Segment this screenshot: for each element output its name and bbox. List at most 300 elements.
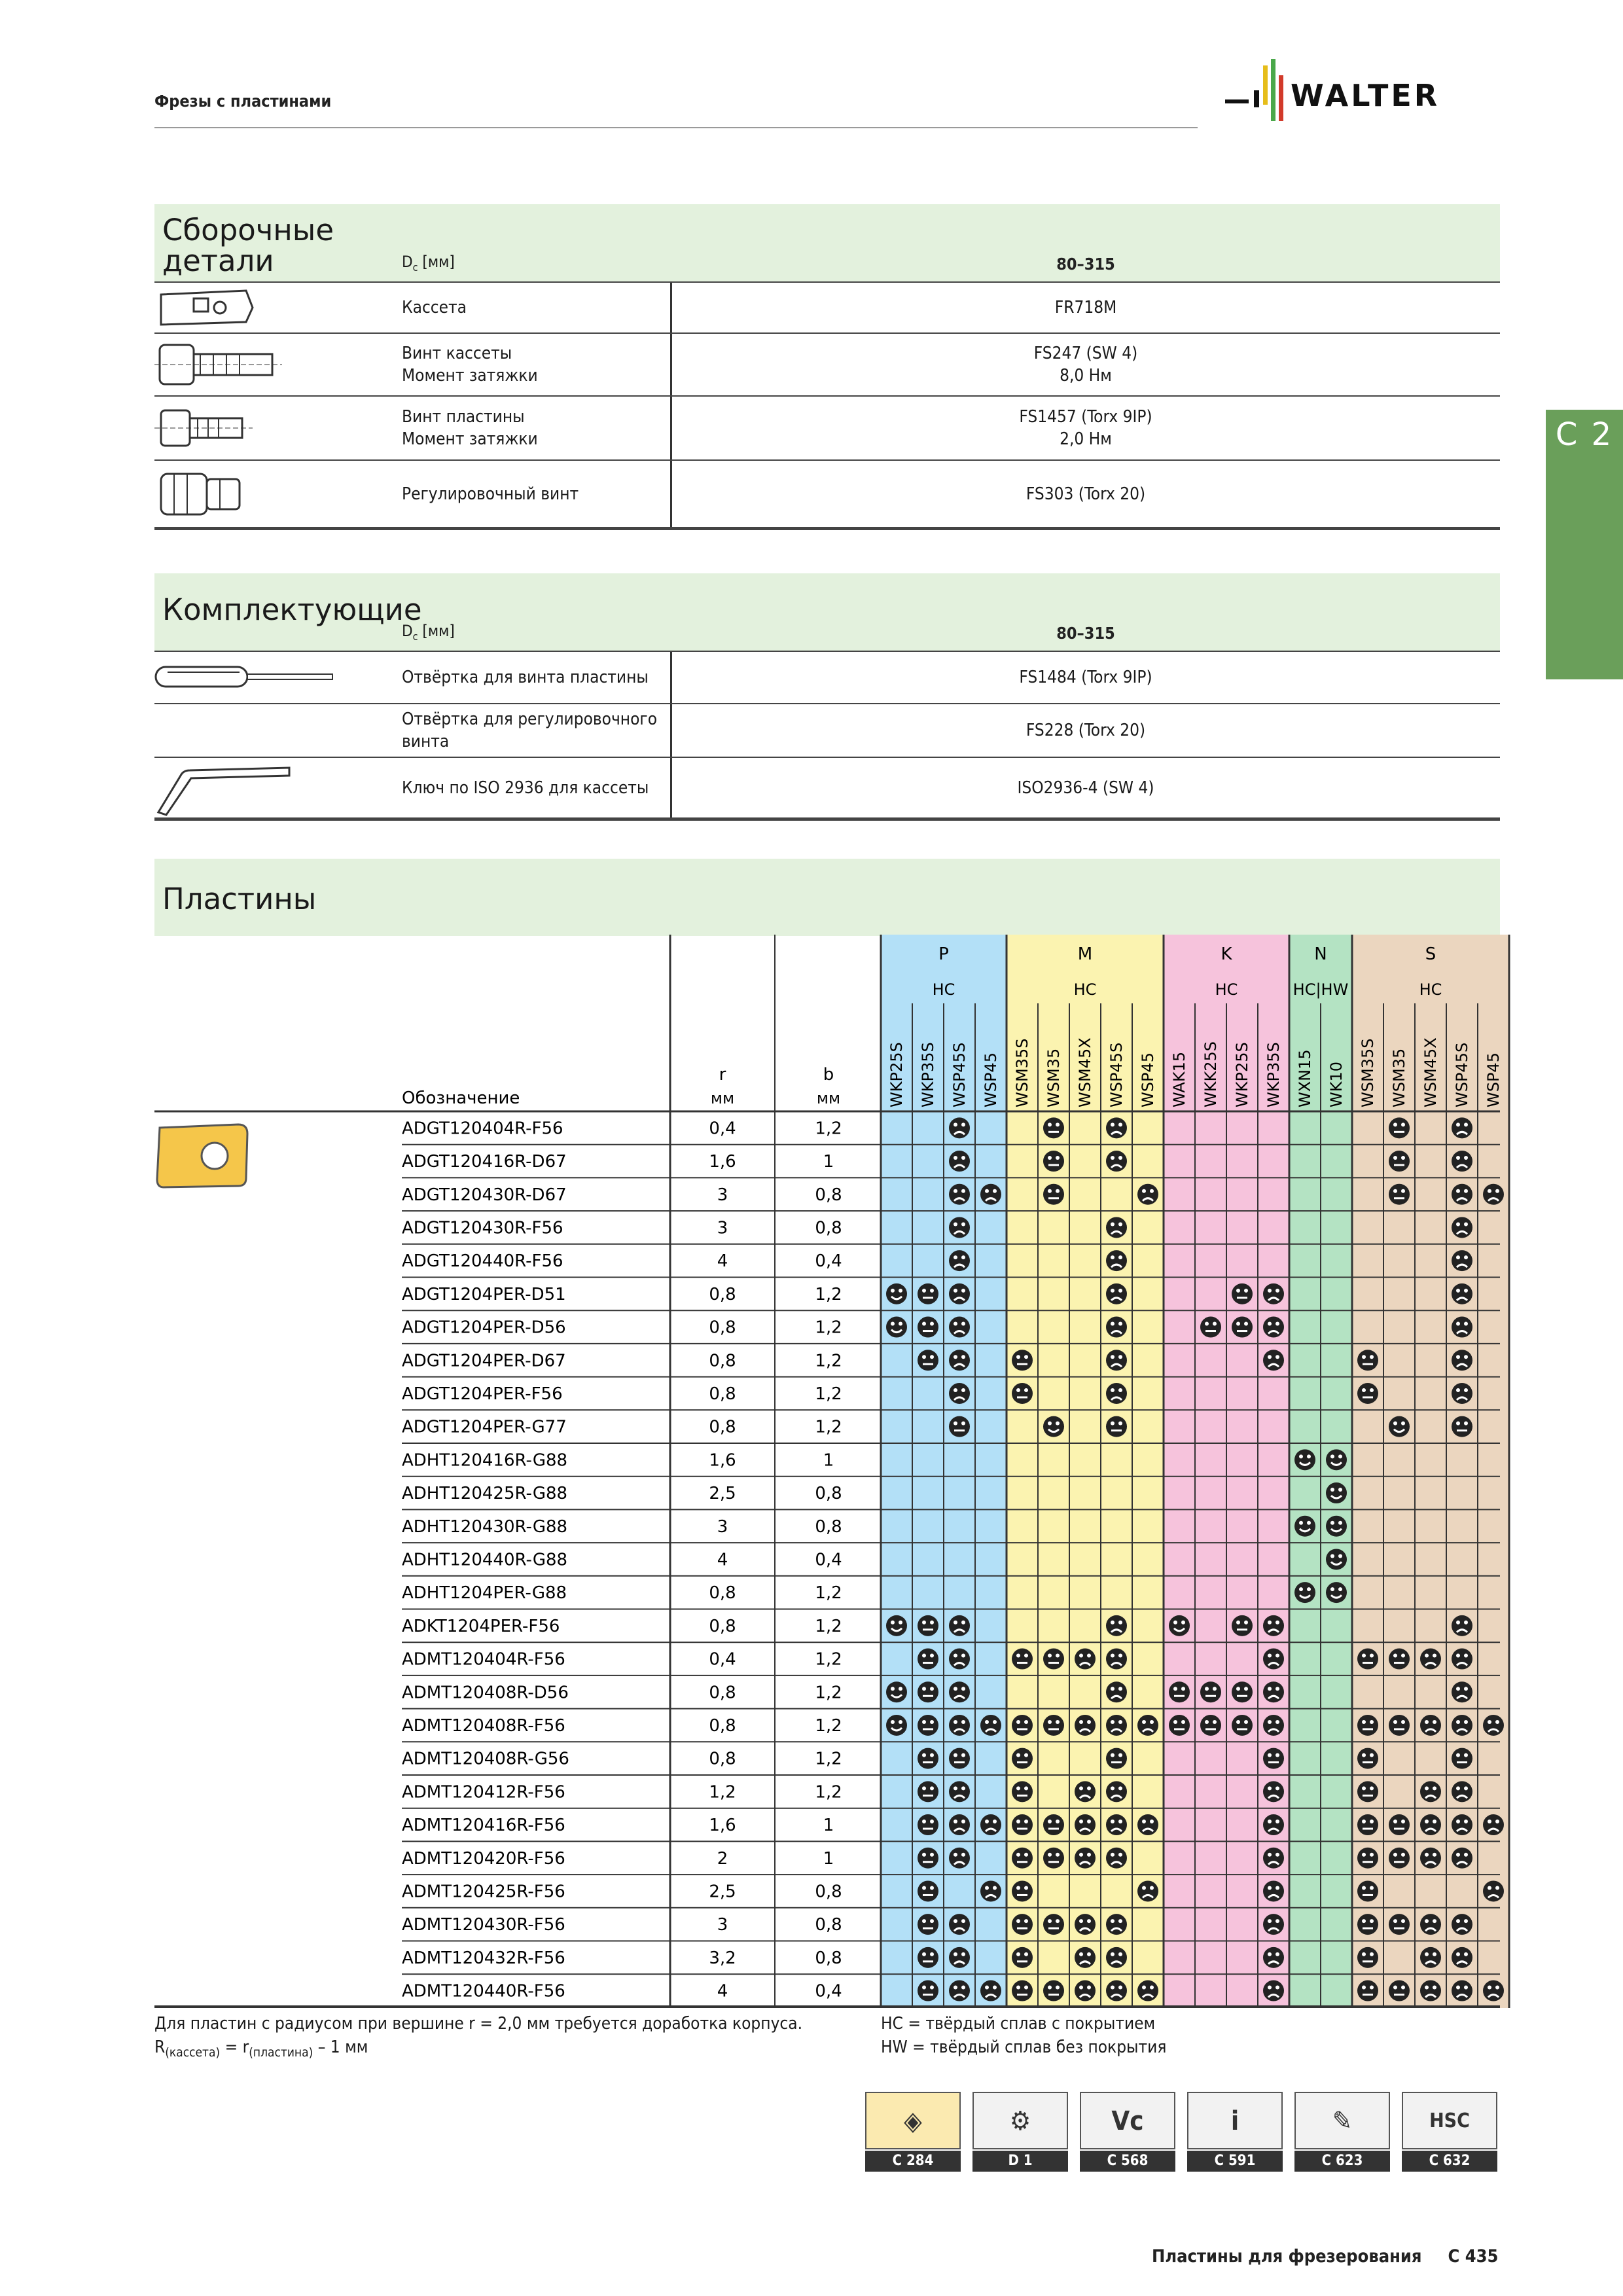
suitability-limited-icon: [980, 1880, 1001, 1901]
insert-r: 2: [717, 1848, 728, 1869]
insert-b: 0,8: [815, 1185, 842, 1205]
suitability-limited-icon: [949, 1814, 970, 1835]
insert-designation: ADKT1204PER-F56: [402, 1616, 560, 1636]
suitability-normal-icon: [1357, 1814, 1378, 1835]
group-label: P: [938, 944, 949, 964]
suitability-limited-icon: [980, 1715, 1001, 1736]
suitability-limited-icon: [1106, 1814, 1127, 1835]
ref-page-label[interactable]: C 568: [1080, 2151, 1175, 2172]
dc-label: $D_c$ [мм]: [402, 253, 455, 274]
suitability-limited-icon: [949, 1250, 970, 1271]
suitability-normal-icon: [1012, 1781, 1033, 1802]
grade-label: WSM35S: [1013, 1038, 1031, 1107]
insert-designation: ADGT120404R-F56: [402, 1119, 563, 1139]
suitability-normal-icon: [1200, 1317, 1221, 1338]
legend-notes: [154, 2012, 802, 2064]
assembly-title: Сборочные детали: [162, 213, 334, 278]
suitability-good-icon: [1326, 1582, 1347, 1603]
insert-b: 1,2: [815, 1284, 842, 1304]
insert-b: 1,2: [815, 1782, 842, 1803]
suitability-normal-icon: [1389, 1184, 1410, 1205]
insert-designation: ADMT120416R-F56: [402, 1816, 565, 1836]
suitability-normal-icon: [1043, 1848, 1064, 1869]
assembly-section: [154, 204, 1500, 530]
insert-r: 1,6: [709, 1816, 736, 1836]
suitability-limited-icon: [1263, 1914, 1284, 1935]
dc-label: $D_c$ [мм]: [402, 622, 455, 643]
suitability-good-icon: [1294, 1516, 1315, 1537]
suitability-normal-icon: [1012, 1947, 1033, 1968]
accessories-row: [154, 651, 1500, 704]
accessories-row: [154, 758, 1500, 821]
insert-r: 0,8: [709, 1351, 736, 1371]
suitability-limited-icon: [1420, 1649, 1441, 1670]
col-b-unit: мм: [816, 1089, 841, 1107]
suitability-good-icon: [1043, 1416, 1064, 1437]
footer-title: Пластины для фрезерования: [1152, 2246, 1422, 2267]
suitability-limited-icon: [1483, 1184, 1504, 1205]
suitability-limited-icon: [1106, 1317, 1127, 1338]
walter-logo: [1225, 59, 1500, 131]
suitability-normal-icon: [1357, 1848, 1378, 1869]
suitability-limited-icon: [1137, 1715, 1158, 1736]
insert-designation: ADGT1204PER-G77: [402, 1417, 567, 1437]
suitability-limited-icon: [1420, 1947, 1441, 1968]
suitability-limited-icon: [1075, 1947, 1096, 1968]
suitability-normal-icon: [1232, 1715, 1253, 1736]
suitability-good-icon: [1169, 1615, 1190, 1636]
insert-r: 0,8: [709, 1318, 736, 1338]
insert-r: 1,6: [709, 1450, 736, 1471]
grade-label: WKP25S: [887, 1042, 906, 1107]
hsc-ref-icon[interactable]: HSC: [1402, 2092, 1497, 2149]
suitability-limited-icon: [1263, 1715, 1284, 1736]
suitability-limited-icon: [1452, 1947, 1472, 1968]
legend-hw: HW = твёрдый сплав без покрытия: [881, 2037, 1167, 2057]
suitability-normal-icon: [949, 1748, 970, 1769]
suitability-limited-icon: [1137, 1880, 1158, 1901]
header-rule: [154, 127, 1198, 128]
suitability-good-icon: [886, 1615, 907, 1636]
suitability-normal-icon: [1232, 1283, 1253, 1304]
suitability-limited-icon: [1420, 1814, 1441, 1835]
insert-r: 0,4: [709, 1649, 736, 1670]
group-coating: HC: [1215, 980, 1238, 999]
suitability-limited-icon: [1452, 1250, 1472, 1271]
insert-b: 1: [823, 1450, 834, 1471]
suitability-limited-icon: [1452, 1217, 1472, 1238]
suitability-normal-icon: [1357, 1914, 1378, 1935]
suitability-limited-icon: [1420, 1848, 1441, 1869]
suitability-limited-icon: [1420, 1781, 1441, 1802]
insert-b: 1: [823, 1152, 834, 1172]
suitability-limited-icon: [1452, 1117, 1472, 1138]
suitability-limited-icon: [1106, 1250, 1127, 1271]
suitability-normal-icon: [1389, 1715, 1410, 1736]
insert-r: 0,8: [709, 1683, 736, 1703]
grade-label: WSP45S: [1107, 1042, 1126, 1107]
suitability-normal-icon: [1389, 1814, 1410, 1835]
hex-key-icon: [154, 758, 259, 817]
suitability-limited-icon: [1106, 1383, 1127, 1404]
suitability-good-icon: [886, 1283, 907, 1304]
suitability-normal-icon: [1043, 1715, 1064, 1736]
assembly-value: FR718M: [1054, 298, 1117, 317]
suitability-normal-icon: [1043, 1914, 1064, 1935]
suitability-normal-icon: [1169, 1715, 1190, 1736]
suitability-limited-icon: [949, 1981, 970, 2001]
suitability-limited-icon: [949, 1117, 970, 1138]
insert-r: 4: [717, 1981, 728, 2001]
suitability-normal-icon: [1357, 1981, 1378, 2001]
insert-b: 0,8: [815, 1516, 842, 1537]
suitability-normal-icon: [1357, 1715, 1378, 1736]
suitability-limited-icon: [1106, 1217, 1127, 1238]
suitability-limited-icon: [949, 1184, 970, 1205]
insert-r: 0,8: [709, 1417, 736, 1437]
grade-label: WSM45X: [1421, 1037, 1440, 1107]
legend-hc: HC = твёрдый сплав с покрытием: [881, 2014, 1156, 2034]
col-b: b: [823, 1065, 834, 1085]
suitability-good-icon: [1326, 1449, 1347, 1470]
insert-designation: ADMT120408R-D56: [402, 1683, 569, 1703]
suitability-normal-icon: [1357, 1880, 1378, 1901]
suitability-limited-icon: [1420, 1914, 1441, 1935]
suitability-limited-icon: [949, 1781, 970, 1802]
suitability-normal-icon: [1357, 1383, 1378, 1404]
assembly-label: Винт кассеты Момент затяжки: [402, 344, 538, 386]
suitability-good-icon: [1294, 1582, 1315, 1603]
suitability-normal-icon: [1389, 1649, 1410, 1670]
insert-designation: ADHT1204PER-G88: [402, 1583, 567, 1604]
insert-b: 0,8: [815, 1948, 842, 1968]
ref-page-label[interactable]: C 632: [1402, 2151, 1497, 2172]
suitability-limited-icon: [1075, 1814, 1096, 1835]
insert-designation: ADGT1204PER-D51: [402, 1284, 566, 1304]
suitability-normal-icon: [1012, 1715, 1033, 1736]
assembly-value: FS247 (SW 4) 8,0 Нм: [1033, 344, 1138, 386]
suitability-good-icon: [1389, 1416, 1410, 1437]
insert-designation: ADMT120404R-F56: [402, 1649, 565, 1670]
suitability-normal-icon: [1012, 1814, 1033, 1835]
suitability-normal-icon: [1232, 1317, 1253, 1338]
insert-b: 0,8: [815, 1882, 842, 1902]
assembly-row: [154, 281, 1500, 334]
suitability-limited-icon: [1075, 1715, 1096, 1736]
suitability-normal-icon: [1012, 1383, 1033, 1404]
insert-designation: ADMT120425R-F56: [402, 1882, 565, 1902]
ref-page-label[interactable]: C 284: [865, 2151, 961, 2172]
insert-r: 3: [717, 1516, 728, 1537]
suitability-limited-icon: [1106, 1914, 1127, 1935]
assembly-value: FS303 (Torx 20): [1026, 484, 1146, 504]
suitability-limited-icon: [1263, 1649, 1284, 1670]
suitability-limited-icon: [1452, 1715, 1472, 1736]
suitability-normal-icon: [1200, 1715, 1221, 1736]
suitability-normal-icon: [1012, 1848, 1033, 1869]
insert-b: 1,2: [815, 1318, 842, 1338]
suitability-normal-icon: [1389, 1151, 1410, 1172]
suitability-normal-icon: [918, 1681, 938, 1702]
suitability-limited-icon: [949, 1317, 970, 1338]
suitability-normal-icon: [918, 1649, 938, 1670]
dc-value: 80–315: [1056, 624, 1115, 643]
insert-r: 4: [717, 1251, 728, 1272]
insert-designation: ADMT120430R-F56: [402, 1915, 565, 1935]
suitability-limited-icon: [1452, 1283, 1472, 1304]
ref-page-label[interactable]: D 1: [972, 2151, 1068, 2172]
suitability-normal-icon: [918, 1814, 938, 1835]
suitability-good-icon: [886, 1715, 907, 1736]
insert-designation: ADMT120420R-F56: [402, 1848, 565, 1869]
adjusting-screw-icon: [154, 461, 259, 527]
insert-designation: ADMT120408R-F56: [402, 1715, 565, 1736]
suitability-limited-icon: [1263, 1615, 1284, 1636]
suitability-normal-icon: [1106, 1748, 1127, 1769]
assembly-label: Регулировочный винт: [402, 484, 579, 504]
suitability-limited-icon: [1483, 1814, 1504, 1835]
suitability-limited-icon: [1483, 1715, 1504, 1736]
insert-ref-icon[interactable]: ◈: [865, 2092, 961, 2149]
suitability-limited-icon: [949, 1615, 970, 1636]
accessories-section: [154, 573, 1500, 821]
suitability-normal-icon: [1012, 1350, 1033, 1371]
suitability-limited-icon: [1452, 1151, 1472, 1172]
suitability-limited-icon: [1263, 1681, 1284, 1702]
suitability-normal-icon: [918, 1748, 938, 1769]
insert-r: 0,4: [709, 1119, 736, 1139]
suitability-limited-icon: [949, 1914, 970, 1935]
insert-r: 0,8: [709, 1384, 736, 1404]
suitability-normal-icon: [918, 1615, 938, 1636]
accessories-label: Отвёртка для регулировочного винта: [402, 709, 658, 751]
suitability-normal-icon: [1043, 1814, 1064, 1835]
suitability-limited-icon: [1263, 1317, 1284, 1338]
insert-b: 1: [823, 1848, 834, 1869]
grade-label: WSP45S: [1453, 1042, 1471, 1107]
assembly-header: [154, 204, 1500, 281]
group-coating: HC: [1419, 980, 1442, 999]
insert-r: 1,6: [709, 1152, 736, 1172]
suitability-limited-icon: [949, 1848, 970, 1869]
col-designation: Обозначение: [402, 1088, 520, 1108]
suitability-limited-icon: [1106, 1947, 1127, 1968]
suitability-limited-icon: [1106, 1715, 1127, 1736]
suitability-limited-icon: [1452, 1649, 1472, 1670]
assembly-value: FS1457 (Torx 9IP) 2,0 Нм: [1019, 407, 1152, 449]
accessories-value: FS1484 (Torx 9IP): [1019, 668, 1152, 687]
suitability-normal-icon: [1389, 1981, 1410, 2001]
insert-designation: ADMT120412R-F56: [402, 1782, 565, 1803]
suitability-normal-icon: [918, 1880, 938, 1901]
suitability-normal-icon: [918, 1350, 938, 1371]
suitability-limited-icon: [949, 1947, 970, 1968]
insert-b: 1,2: [815, 1351, 842, 1371]
insert-b: 1,2: [815, 1417, 842, 1437]
suitability-limited-icon: [949, 1681, 970, 1702]
insert-designation: ADGT120430R-D67: [402, 1185, 567, 1205]
ref-page-label[interactable]: C 623: [1294, 2151, 1390, 2172]
suitability-limited-icon: [1263, 1947, 1284, 1968]
suitability-limited-icon: [1483, 1981, 1504, 2001]
suitability-limited-icon: [1263, 1814, 1284, 1835]
grade-label: WKK25S: [1202, 1041, 1220, 1107]
insert-designation: ADMT120440R-F56: [402, 1981, 565, 2001]
suitability-normal-icon: [1263, 1748, 1284, 1769]
suitability-normal-icon: [1012, 1981, 1033, 2001]
suitability-normal-icon: [1357, 1947, 1378, 1968]
suitability-normal-icon: [1012, 1914, 1033, 1935]
insert-r: 3: [717, 1218, 728, 1238]
suitability-normal-icon: [1357, 1748, 1378, 1769]
insert-b: 1,2: [815, 1616, 842, 1636]
suitability-limited-icon: [1483, 1880, 1504, 1901]
grade-label: WAK15: [1170, 1051, 1188, 1107]
suitability-limited-icon: [1452, 1350, 1472, 1371]
suitability-limited-icon: [1452, 1383, 1472, 1404]
insert-r: 0,8: [709, 1616, 736, 1636]
ref-page-label[interactable]: C 591: [1187, 2151, 1283, 2172]
suitability-limited-icon: [949, 1151, 970, 1172]
suitability-limited-icon: [949, 1649, 970, 1670]
suitability-good-icon: [886, 1681, 907, 1702]
group-coating: HC: [932, 980, 955, 999]
accessories-row: [154, 704, 1500, 758]
grade-label: WSM45X: [1076, 1037, 1094, 1107]
cassette-screw-icon: [154, 334, 259, 395]
suitability-limited-icon: [949, 1283, 970, 1304]
suitability-good-icon: [1294, 1449, 1315, 1470]
insert-b: 0,4: [815, 1981, 842, 2001]
suitability-limited-icon: [1106, 1615, 1127, 1636]
legend-abbrev: [881, 2012, 1166, 2059]
accessories-header: [154, 573, 1500, 651]
grade-label: WXN15: [1296, 1049, 1314, 1107]
wrench-ref-icon[interactable]: ✎: [1294, 2092, 1390, 2149]
cassette-icon: [154, 283, 259, 332]
info-ref-icon[interactable]: i: [1187, 2092, 1283, 2149]
suitability-normal-icon: [918, 1317, 938, 1338]
suitability-limited-icon: [949, 1350, 970, 1371]
suitability-limited-icon: [1106, 1781, 1127, 1802]
insert-designation: ADGT120416R-D67: [402, 1152, 567, 1172]
suitability-limited-icon: [1137, 1184, 1158, 1205]
logo-text: WALTER: [1291, 78, 1440, 113]
suitability-normal-icon: [1043, 1649, 1064, 1670]
insert-designation: ADHT120440R-G88: [402, 1550, 568, 1570]
assembly-row: [154, 461, 1500, 530]
insert-designation: ADMT120432R-F56: [402, 1948, 565, 1968]
suitability-normal-icon: [1012, 1748, 1033, 1769]
suitability-limited-icon: [1106, 1981, 1127, 2001]
suitability-normal-icon: [1232, 1615, 1253, 1636]
suitability-normal-icon: [1357, 1350, 1378, 1371]
insert-designation: ADGT1204PER-D67: [402, 1351, 566, 1371]
suitability-normal-icon: [1389, 1848, 1410, 1869]
suitability-limited-icon: [1452, 1814, 1472, 1835]
insert-r: 3: [717, 1185, 728, 1205]
suitability-limited-icon: [949, 1383, 970, 1404]
suitability-normal-icon: [918, 1914, 938, 1935]
suitability-limited-icon: [1452, 1914, 1472, 1935]
grade-label: WSM35: [1044, 1048, 1063, 1107]
accessories-value: ISO2936-4 (SW 4): [1017, 778, 1154, 798]
insert-b: 1,2: [815, 1384, 842, 1404]
accessories-label: Отвёртка для винта пластины: [402, 668, 649, 687]
suitability-limited-icon: [1452, 1848, 1472, 1869]
suitability-limited-icon: [1420, 1981, 1441, 2001]
suitability-good-icon: [1326, 1549, 1347, 1570]
suitability-normal-icon: [1043, 1151, 1064, 1172]
suitability-limited-icon: [980, 1184, 1001, 1205]
suitability-limited-icon: [1075, 1649, 1096, 1670]
suitability-normal-icon: [1389, 1117, 1410, 1138]
insert-b: 1,2: [815, 1119, 842, 1139]
insert-designation: ADMT120408R-G56: [402, 1749, 569, 1769]
suitability-limited-icon: [1075, 1914, 1096, 1935]
suitability-limited-icon: [949, 1217, 970, 1238]
suitability-limited-icon: [1106, 1151, 1127, 1172]
radius-formula: $R_{(кассета)} = r_{(пластина)} - 1$ мм: [154, 2037, 368, 2060]
suitability-limited-icon: [1075, 1848, 1096, 1869]
chapter-tab[interactable]: C 2: [1546, 410, 1623, 679]
insert-screw-icon: [154, 397, 259, 459]
insert-r: 0,8: [709, 1583, 736, 1604]
vc-ref-icon[interactable]: Vc: [1080, 2092, 1175, 2149]
insert-r: 2,5: [709, 1882, 736, 1902]
header-title: Фрезы с пластинами: [154, 92, 332, 111]
col-r: r: [719, 1065, 726, 1085]
assembly-label: Винт пластины Момент затяжки: [402, 407, 538, 449]
suitability-normal-icon: [1232, 1681, 1253, 1702]
dc-value: 80–315: [1056, 255, 1115, 274]
grade-label: WSM35S: [1359, 1038, 1377, 1107]
spindle-ref-icon[interactable]: ⚙: [972, 2092, 1068, 2149]
inserts-title: Пластины: [162, 882, 317, 916]
grade-label: WKP35S: [1264, 1042, 1283, 1107]
suitability-limited-icon: [1106, 1649, 1127, 1670]
insert-designation: ADGT120430R-F56: [402, 1218, 563, 1238]
insert-r: 3: [717, 1915, 728, 1935]
grade-label: WK10: [1327, 1061, 1346, 1107]
suitability-normal-icon: [1200, 1681, 1221, 1702]
suitability-limited-icon: [1137, 1814, 1158, 1835]
suitability-limited-icon: [1106, 1117, 1127, 1138]
insert-designation: ADGT1204PER-D56: [402, 1318, 566, 1338]
insert-designation: ADHT120430R-G88: [402, 1516, 568, 1537]
accessories-title: Комплектующие: [162, 592, 422, 627]
group-label: S: [1425, 944, 1436, 964]
group-label: N: [1314, 944, 1327, 964]
suitability-limited-icon: [1452, 1184, 1472, 1205]
grade-label: WSP45S: [950, 1042, 969, 1107]
suitability-good-icon: [886, 1317, 907, 1338]
insert-b: 1,2: [815, 1715, 842, 1736]
insert-b: 1,2: [815, 1583, 842, 1604]
col-r-unit: мм: [710, 1089, 735, 1107]
suitability-limited-icon: [1075, 1781, 1096, 1802]
suitability-normal-icon: [1106, 1416, 1127, 1437]
suitability-limited-icon: [949, 1715, 970, 1736]
insert-b: 0,4: [815, 1251, 842, 1272]
suitability-limited-icon: [980, 1814, 1001, 1835]
row-icon-placeholder: [154, 704, 259, 757]
insert-b: 1,2: [815, 1749, 842, 1769]
suitability-limited-icon: [1420, 1715, 1441, 1736]
insert-shape-icon: [157, 1124, 247, 1187]
suitability-good-icon: [1326, 1516, 1347, 1537]
suitability-good-icon: [1326, 1482, 1347, 1503]
